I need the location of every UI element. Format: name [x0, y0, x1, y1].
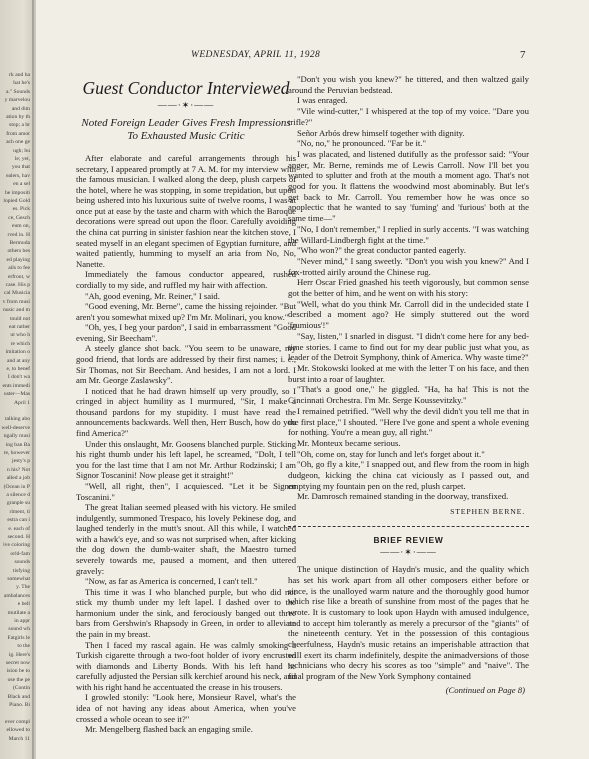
adjacent-page-fragment: uster—Mas	[3, 391, 30, 398]
adjacent-page-fragment: others bes	[7, 248, 30, 255]
adjacent-page-fragment: ever compl	[4, 718, 30, 725]
article-paragraph: "Well, what do you think Mr. Carroll did in the undecided state I described a moment ago? He simply stuttered out the word 'frumious'!"	[288, 298, 529, 331]
adjacent-page-fragment: ambalances	[3, 592, 30, 599]
adjacent-page-fragment: ents immedi	[2, 382, 30, 389]
article-paragraph: I remained petrified. "Well why the devil didn't you tell me that in the first place," I shouted. "Here I've gone and spent a whole evening for nothing. You're a mean guy, all right."	[288, 405, 529, 438]
article-paragraph: Mr. Damrosch remained standing in the doorway, transfixed.	[297, 491, 509, 502]
review-paragraph: The unique distinction of Haydn's music, and the quality which has set his work apart from all other composers either before or since, is the unalloyed warm nature and the thoroughly good humor which rise like a breath of sunshine from most of the pages that he wrote. It is customary to look upon Haydn with amused indulgence, and to accept him tolerantly as merely a precursor of the "giants" of the nineteenth century. Yet in the possession of this contagious cheerfulness, Haydn's music retains an imperishable attraction that will exert its charm indefinitely, despite the animadversions of those technicians who decry his scores as too "simple" and "naive". The final program of the New York Symphony contained	[288, 564, 529, 682]
article-paragraph: "Now, as far as America is concerned, I can't tell."	[85, 576, 258, 587]
adjacent-page-fragment: lopied Gold	[3, 198, 30, 204]
adjacent-page-fragment: Fatgirls le	[7, 634, 30, 641]
adjacent-page-fragment: n his? Not	[7, 466, 30, 473]
adjacent-page-fragment: Piano. Bi	[9, 702, 30, 708]
adjacent-page-fragment: well-deserve	[1, 424, 30, 431]
adjacent-page-fragment: tisfying	[12, 567, 30, 574]
article-paragraph: "Don't you wish you knew?" he tittered, and then waltzed gaily around the Peruvian bedstead.	[288, 74, 529, 95]
adjacent-page-fragment: eat rather	[9, 324, 30, 330]
article-paragraph: "No, I don't remember," I replied in surly accents. "I was watching the Willard-Lindbergh fight at the time."	[288, 223, 529, 245]
adjacent-page-fragment: (Ocean in P	[3, 483, 30, 490]
continued-note	[288, 685, 525, 695]
adjacent-page-fragment: cal Musicia	[4, 290, 30, 297]
article-paragraph: "Who won?" the great conductor panted eagerly.	[297, 245, 466, 256]
article-body-left	[76, 153, 296, 735]
article-paragraph: I noticed that he had drawn himself up very proudly, so I cringed in abject humility as I murmured, "Sir, I make a thousand pardons for my stupidity. I must have read the announcements backwards. Well then, Herr Busch, how do you find America?"	[76, 385, 296, 439]
adjacent-page-fragment: jesty's p	[12, 458, 30, 465]
adjacent-page-fragment: orld-fam	[10, 550, 30, 557]
adjacent-page-fragment: in appr	[14, 618, 30, 624]
article-paragraph: Mr. Monteux became serious.	[297, 437, 401, 448]
article-right-column	[288, 74, 529, 695]
article-paragraph: "Never mind," I sang sweetly. "Don't you wish you knew?" And I fox-trotted airily around the Chinese rug.	[288, 255, 529, 277]
article-paragraph: I was enraged.	[297, 95, 348, 106]
article-paragraph: Under this onslaught, Mr. Goosens blanched purple. Sticking his right thumb under his left lapel, he screamed, "Dolt, I tell you for the last time that I am not Mr. Arthur Rodzinski; I am Signor Toscanini! Now please get it straight!"	[76, 438, 296, 481]
adjacent-page-fragment: tould not	[9, 315, 30, 322]
adjacent-page-fragment: Black and	[7, 693, 30, 700]
adjacent-page-fragment: mutilate a	[7, 609, 30, 616]
adjacent-page-fragment: y. The	[16, 584, 30, 591]
article-paragraph: Mr. Mengelberg flashed back an engaging smile.	[85, 724, 253, 735]
adjacent-page-fragment: and at any	[7, 357, 30, 364]
adjacent-page-fragment: ngally musi	[3, 433, 30, 440]
adjacent-page-fragment: and dim	[11, 105, 30, 112]
adjacent-page-fragment: en a sel	[13, 181, 30, 188]
article-paragraph: "Vile wind-cutter," I whispered at the top of my voice. "Dare you trifle?"	[288, 106, 529, 127]
adjacent-page-fragment: I don't wa	[7, 374, 30, 381]
adjacent-page-fragment: ed playing	[6, 256, 30, 263]
adjacent-page-fragment: eum on,	[11, 223, 30, 230]
article-paragraph: Señor Arbós drew himself together with dignity.	[297, 127, 465, 138]
adjacent-page-fragment: ugh; bu	[13, 147, 30, 154]
article-paragraph: Herr Oscar Fried gnashed his teeth vigorously, but common sense got the better of him, and he went on with his story:	[288, 277, 529, 299]
adjacent-page-fragment: le; yet,	[14, 156, 30, 162]
adjacent-page-fragment: case. His p	[5, 282, 30, 288]
adjacent-page-fragment: Bermuda	[9, 240, 30, 246]
adjacent-page-fragment: nusic and m	[2, 307, 30, 314]
adjacent-page-fragment: ut who h	[10, 332, 30, 339]
adjacent-page-fragment: estra can i	[7, 517, 30, 524]
article-paragraph: "Oh, yes, I beg your pardon", I said in embarrassment "Good evening, Sir Beecham".	[76, 322, 296, 343]
adjacent-page-fragment: he impositi	[4, 189, 30, 196]
article-body-right	[288, 74, 529, 502]
article-paragraph: Mr. Stokowski looked at me with the letter T on his face, and then burst into a roar of laughter.	[288, 362, 529, 384]
adjacent-page-fragment: rk and ha	[9, 72, 30, 78]
adjacent-page-fragment: April 1	[13, 399, 30, 406]
adjacent-page-fragment: es. Pick	[12, 206, 30, 213]
running-head: WEDNESDAY, APRIL 11, 1928	[191, 50, 321, 60]
adjacent-page-fragment: ce, Gesch	[8, 214, 30, 221]
adjacent-page-fragment: a." Sounds	[5, 88, 30, 95]
adjacent-page-fragment: granple su	[6, 500, 30, 507]
adjacent-page-fragment: ach one ge	[6, 139, 30, 146]
adjacent-page-fragment: ellowed to	[6, 727, 30, 734]
adjacent-page-fragment: ation by th	[6, 114, 30, 120]
adjacent-page-fragment: rved in. H	[7, 231, 30, 238]
adjacent-page-fragment: ealers, hav	[6, 172, 30, 179]
subtitle-line: To Exhausted Music Critic	[127, 130, 245, 142]
adjacent-page-fragment: imitation o	[5, 349, 30, 356]
adjacent-page-fragment: talking abo	[4, 416, 30, 423]
adjacent-page-fragment: ails to fee	[8, 265, 30, 272]
review-title: BRIEF REVIEW	[373, 535, 444, 546]
adjacent-page-fragment: sounds	[14, 559, 30, 566]
newspaper-page	[36, 0, 589, 759]
adjacent-page-fragment: v from musi	[2, 298, 30, 305]
article-paragraph: "Say, listen," I snarled in disgust. "I didn't come here for any bed-time stories. I came to find out for my dear public just what you, as leader of the Detroit Symphony, think of America. Why waste time?"	[288, 330, 529, 363]
article-paragraph: "Good evening, Mr. Berne", came the hissing rejoinder. "But aren't you somewhat mixed up? I'm Mr. Molinari, you know."	[76, 301, 296, 322]
adjacent-page-fragment: ose the pe	[7, 676, 30, 683]
adjacent-page-fragment: alled a job	[6, 475, 30, 482]
adjacent-page-fragment: to the	[17, 643, 30, 650]
article-paragraph: "Oh, go fly a kite," I snapped out, and flew from the room in high dudgeon, kicking the china cat viciously as I passed out, and emptying my fountain pen on the red, plush carpet.	[288, 459, 529, 491]
page-number: 7	[520, 49, 526, 61]
adjacent-page-fragment: ision be to	[6, 668, 30, 675]
article-left-column	[76, 74, 296, 735]
article-title: Guest Conductor Interviewed	[82, 78, 290, 98]
article-paragraph: I was placated, and listened dutifully as the professor said: "Your anger, Mr. Berne, reminds me of Lewis Carroll. Now I'll bet you wanted to splutter and froth at the mouth a moment ago. That's not good for you. It flattens the woodwind most abominably. But let's get back to Mr. Carroll. You remember how he was once so apoplectic that he wanted to say 'fuming' and 'furious' both at the same time—"	[288, 148, 529, 224]
article-paragraph: Then I faced my rascal again. He was calmly smoking a Turkish cigarette through a two-foot holder of ivory encrusted with diamonds and Liberty Bonds. With his left hand he carefully adjusted the Persian silk kerchief around his neck, and with his right hand he accentuated the crease in his trousers.	[76, 639, 296, 692]
article-paragraph: Immediately the famous conductor appeared, rushed cordially to my side, and ruffled my hair with affection.	[76, 269, 296, 290]
adjacent-page-fragment: somewhat	[7, 576, 30, 582]
article-paragraph: A steely glance shot back. "You seem to be unaware, my good friend, that lords are addressed by their first names; i. e., Sir Thomas, not Sir Beecham. And besides, I am not a lord. I am Mr. George Zaslawsky".	[76, 343, 296, 386]
adjacent-page-fragment: hat he's	[13, 80, 30, 87]
adjacent-page-fragment: from amor	[6, 130, 30, 137]
continued-text: (Continued on Page 8)	[445, 684, 525, 695]
adjacent-page-fragment: ive coloring	[3, 542, 30, 549]
article-paragraph: "No, no," he pronounced. "Far be it."	[297, 138, 427, 149]
article-paragraph: "Ah, good evening, Mr. Reiner," I said.	[85, 290, 220, 301]
adjacent-page-edge	[0, 0, 34, 759]
article-paragraph: "Oh, come on, stay for lunch and let's forget about it."	[297, 448, 485, 459]
adjacent-page-fragment: erfront, w	[7, 273, 30, 280]
article-paragraph: "That's a good one," he giggled. "Ha, ha ha! This is not the Cincinnati Orchestra. I'm Mr. Serge Koussevitzky."	[288, 384, 529, 406]
article-signature: STEPHEN BERNE.	[450, 507, 525, 517]
article-paragraph: This time it was I who blanched purple, but who did not stick my thumb under my left lapel. I dashed over to the harmonium under the sink, and ferociously banged out three bars from Gershwin's Rhapsody in Green, in order to alleviate the pain in my breast.	[76, 586, 296, 640]
adjacent-page-fragment: (Contin	[12, 685, 30, 692]
adjacent-page-fragment: sound wh	[8, 626, 30, 633]
article-paragraph: The great Italian seemed pleased with his victory. He smiled indulgently, summoned Trespaco, his lovely Pekinese dog, and laughed tenderly in the mutt's snout. All this while, I watched with a hawk's eye, and so was not surprised when, after kicking the dog down the dumb-waiter shaft, the Maestro turned severely towards me, paused a moment, and then uttered gravely:	[76, 502, 296, 576]
ornament-divider: ——·✶·——	[380, 547, 437, 558]
article-paragraph: I growled stonily: "Look here, Monsieur Ravel, what's the idea of not having any ideas about America, when you've crossed a whole ocean to see it?"	[76, 692, 296, 724]
adjacent-page-fragment: y marvelou	[4, 97, 30, 104]
adjacent-page-fragment: re, however	[3, 450, 30, 456]
article-paragraph: "Well, all right, then", I acquiesced. "Let it be Signor Toscanini."	[76, 480, 296, 502]
adjacent-page-fragment: e, to benef	[6, 366, 30, 372]
adjacent-page-fragment: re which	[10, 340, 30, 347]
adjacent-page-fragment: e. each of	[8, 525, 30, 532]
adjacent-page-fragment: ing ban Ba	[5, 441, 30, 448]
article-paragraph: After elaborate and careful arrangements through his secretary, I appeared promptly at 7 A. M. for my interview with the famous musician. I walked along the deep, plush carpets of the hotel, where he was stopping, in some trepidation, but upon being ushered into his luxurious suite of twelve rooms, I was at once put at ease by the taste and charm with which the Baroque decorations were spread out upon the floor. Carefully avoiding the china cat purring in sinister fashion near the kitchen stove, I seated myself in an elegant specimen of Egyptian furniture, and waited patiently, humming to myself an aria from No, No, Nanette.	[76, 153, 296, 269]
ornament-divider: ——·✶·——	[157, 100, 215, 110]
section-divider	[288, 526, 529, 527]
adjacent-page-fragment: you that	[11, 164, 30, 171]
adjacent-page-fragment: a silence d	[6, 492, 30, 498]
adjacent-page-fragment: March 11	[8, 735, 30, 742]
adjacent-page-fragment: second. H	[7, 534, 30, 540]
subtitle-line: Noted Foreign Leader Gives Fresh Impressions	[81, 117, 291, 129]
adjacent-page-fragment: stop; a br	[9, 122, 30, 129]
adjacent-page-fragment: secret now	[5, 660, 30, 666]
adjacent-page-fragment: riment, ti	[9, 508, 30, 515]
article-subtitle	[76, 117, 296, 143]
adjacent-page-fragment: e bell	[17, 601, 30, 608]
adjacent-page-fragment: ig. Here's	[8, 651, 30, 658]
